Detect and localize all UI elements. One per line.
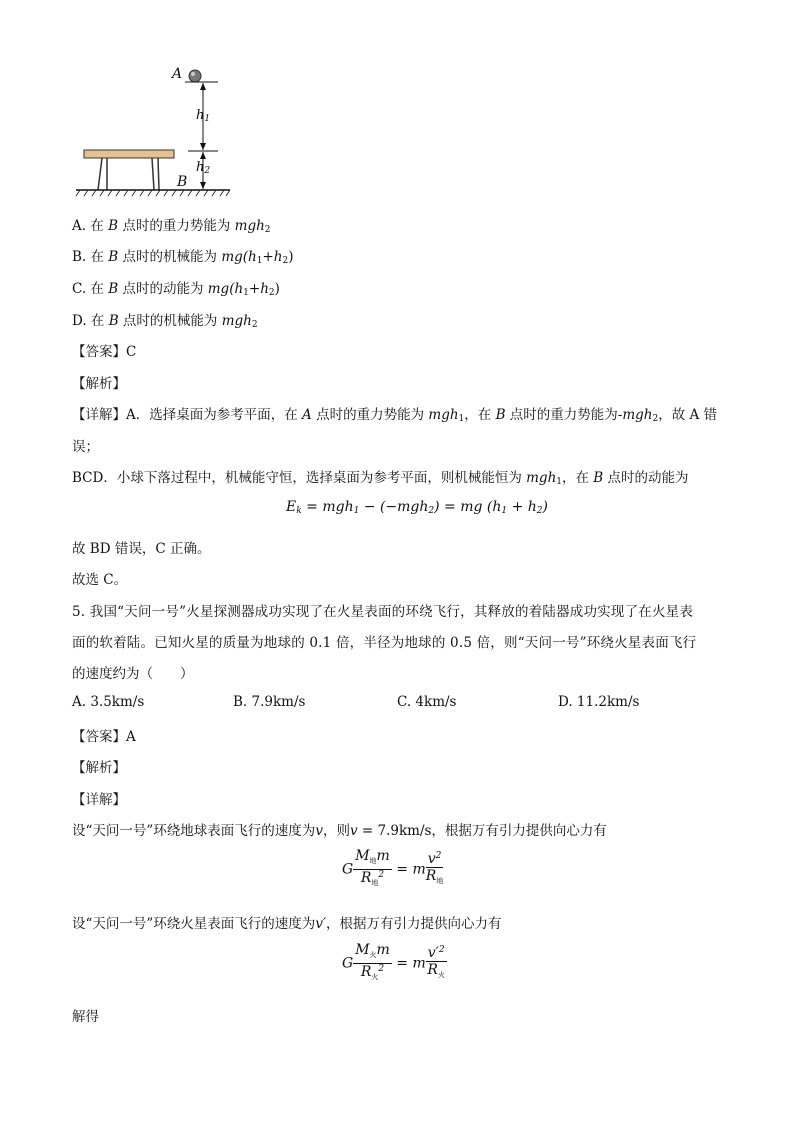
q4-detail-line1: 【详解】A．选择桌面为参考平面，在 A 点时的重力势能为 mgh$_1$，在 B 点时的重力势能为-mgh$_2$，故 A 错 <box>72 407 718 424</box>
label-h1: $h_1$ <box>196 108 211 124</box>
ball <box>189 70 201 82</box>
q5-option-a: A. 3.5km/s <box>72 694 145 710</box>
q5-option-c: C. 4km/s <box>397 694 457 710</box>
q5-stem-line2: 面的软着陆。已知火星的质量为地球的 0.1 倍，半径为地球的 0.5 倍，则“天问一号”环绕火星表面飞行 <box>72 635 697 651</box>
q4-detail-line3: BCD．小球下落过程中，机械能守恒，选择桌面为参考平面，则机械能恒为 mgh$_1$，在 B 点时的动能为 <box>72 470 689 487</box>
q5-equation-mars: G $\frac{M_火m}{R_火^2}$ = m $\frac{v'^2}{R_火}$ <box>342 942 445 981</box>
label-b: B <box>177 174 188 190</box>
q4-answer: 【答案】C <box>72 344 137 360</box>
q5-equation-earth: G $\frac{M_地m}{R_地^2}$ = m $\frac{v^2}{R_地}$ <box>342 848 444 887</box>
q4-option-c: C. 在 B 点时的动能为 $mg(h_1+h_2)$ <box>72 281 280 298</box>
q4-option-d: D. 在 B 点时的机械能为 mgh$_2$ <box>72 313 258 330</box>
q5-detail-tag: 【详解】 <box>72 792 126 808</box>
q5-stem-line3: 的速度约为（ ） <box>72 666 194 682</box>
q4-option-b: B. 在 B 点时的机械能为 $mg(h_1+h_2)$ <box>72 249 294 266</box>
q5-option-d: D. 11.2km/s <box>558 694 640 710</box>
table-ball-diagram <box>70 60 240 200</box>
table-top <box>84 150 174 158</box>
q4-option-a: A. 在 B 点时的重力势能为 mgh$_2$ <box>72 218 271 235</box>
q5-solve: 解得 <box>72 1009 99 1025</box>
q5-detail-line2: 设“天问一号”环绕火星表面飞行的速度为v′，根据万有引力提供向心力有 <box>72 916 502 932</box>
q4-detail-line2: 误； <box>72 439 99 455</box>
q5-stem-line1: 5. 我国“天问一号”火星探测器成功实现了在火星表面的环绕飞行，其释放的着陆器成功实现了在火星表 <box>72 604 694 620</box>
q4-equation-kinetic: $E_k = mgh_1 - (-mgh_2)$ = mg $(h_1 + h_2)$ <box>286 499 548 516</box>
q4-conclusion-2: 故选 C。 <box>72 572 128 588</box>
q4-analysis-tag: 【解析】 <box>72 376 126 392</box>
q5-answer: 【答案】A <box>72 729 136 745</box>
figure <box>70 60 240 200</box>
label-a: A <box>172 66 183 82</box>
q5-analysis-tag: 【解析】 <box>72 760 126 776</box>
label-h2: $h_2$ <box>196 160 211 176</box>
q4-conclusion-1: 故 BD 错误，C 正确。 <box>72 541 211 557</box>
q5-option-b: B. 7.9km/s <box>233 694 306 710</box>
q5-detail-line1: 设“天问一号”环绕地球表面飞行的速度为v，则v = 7.9km/s，根据万有引力提供向心力有 <box>72 823 607 839</box>
